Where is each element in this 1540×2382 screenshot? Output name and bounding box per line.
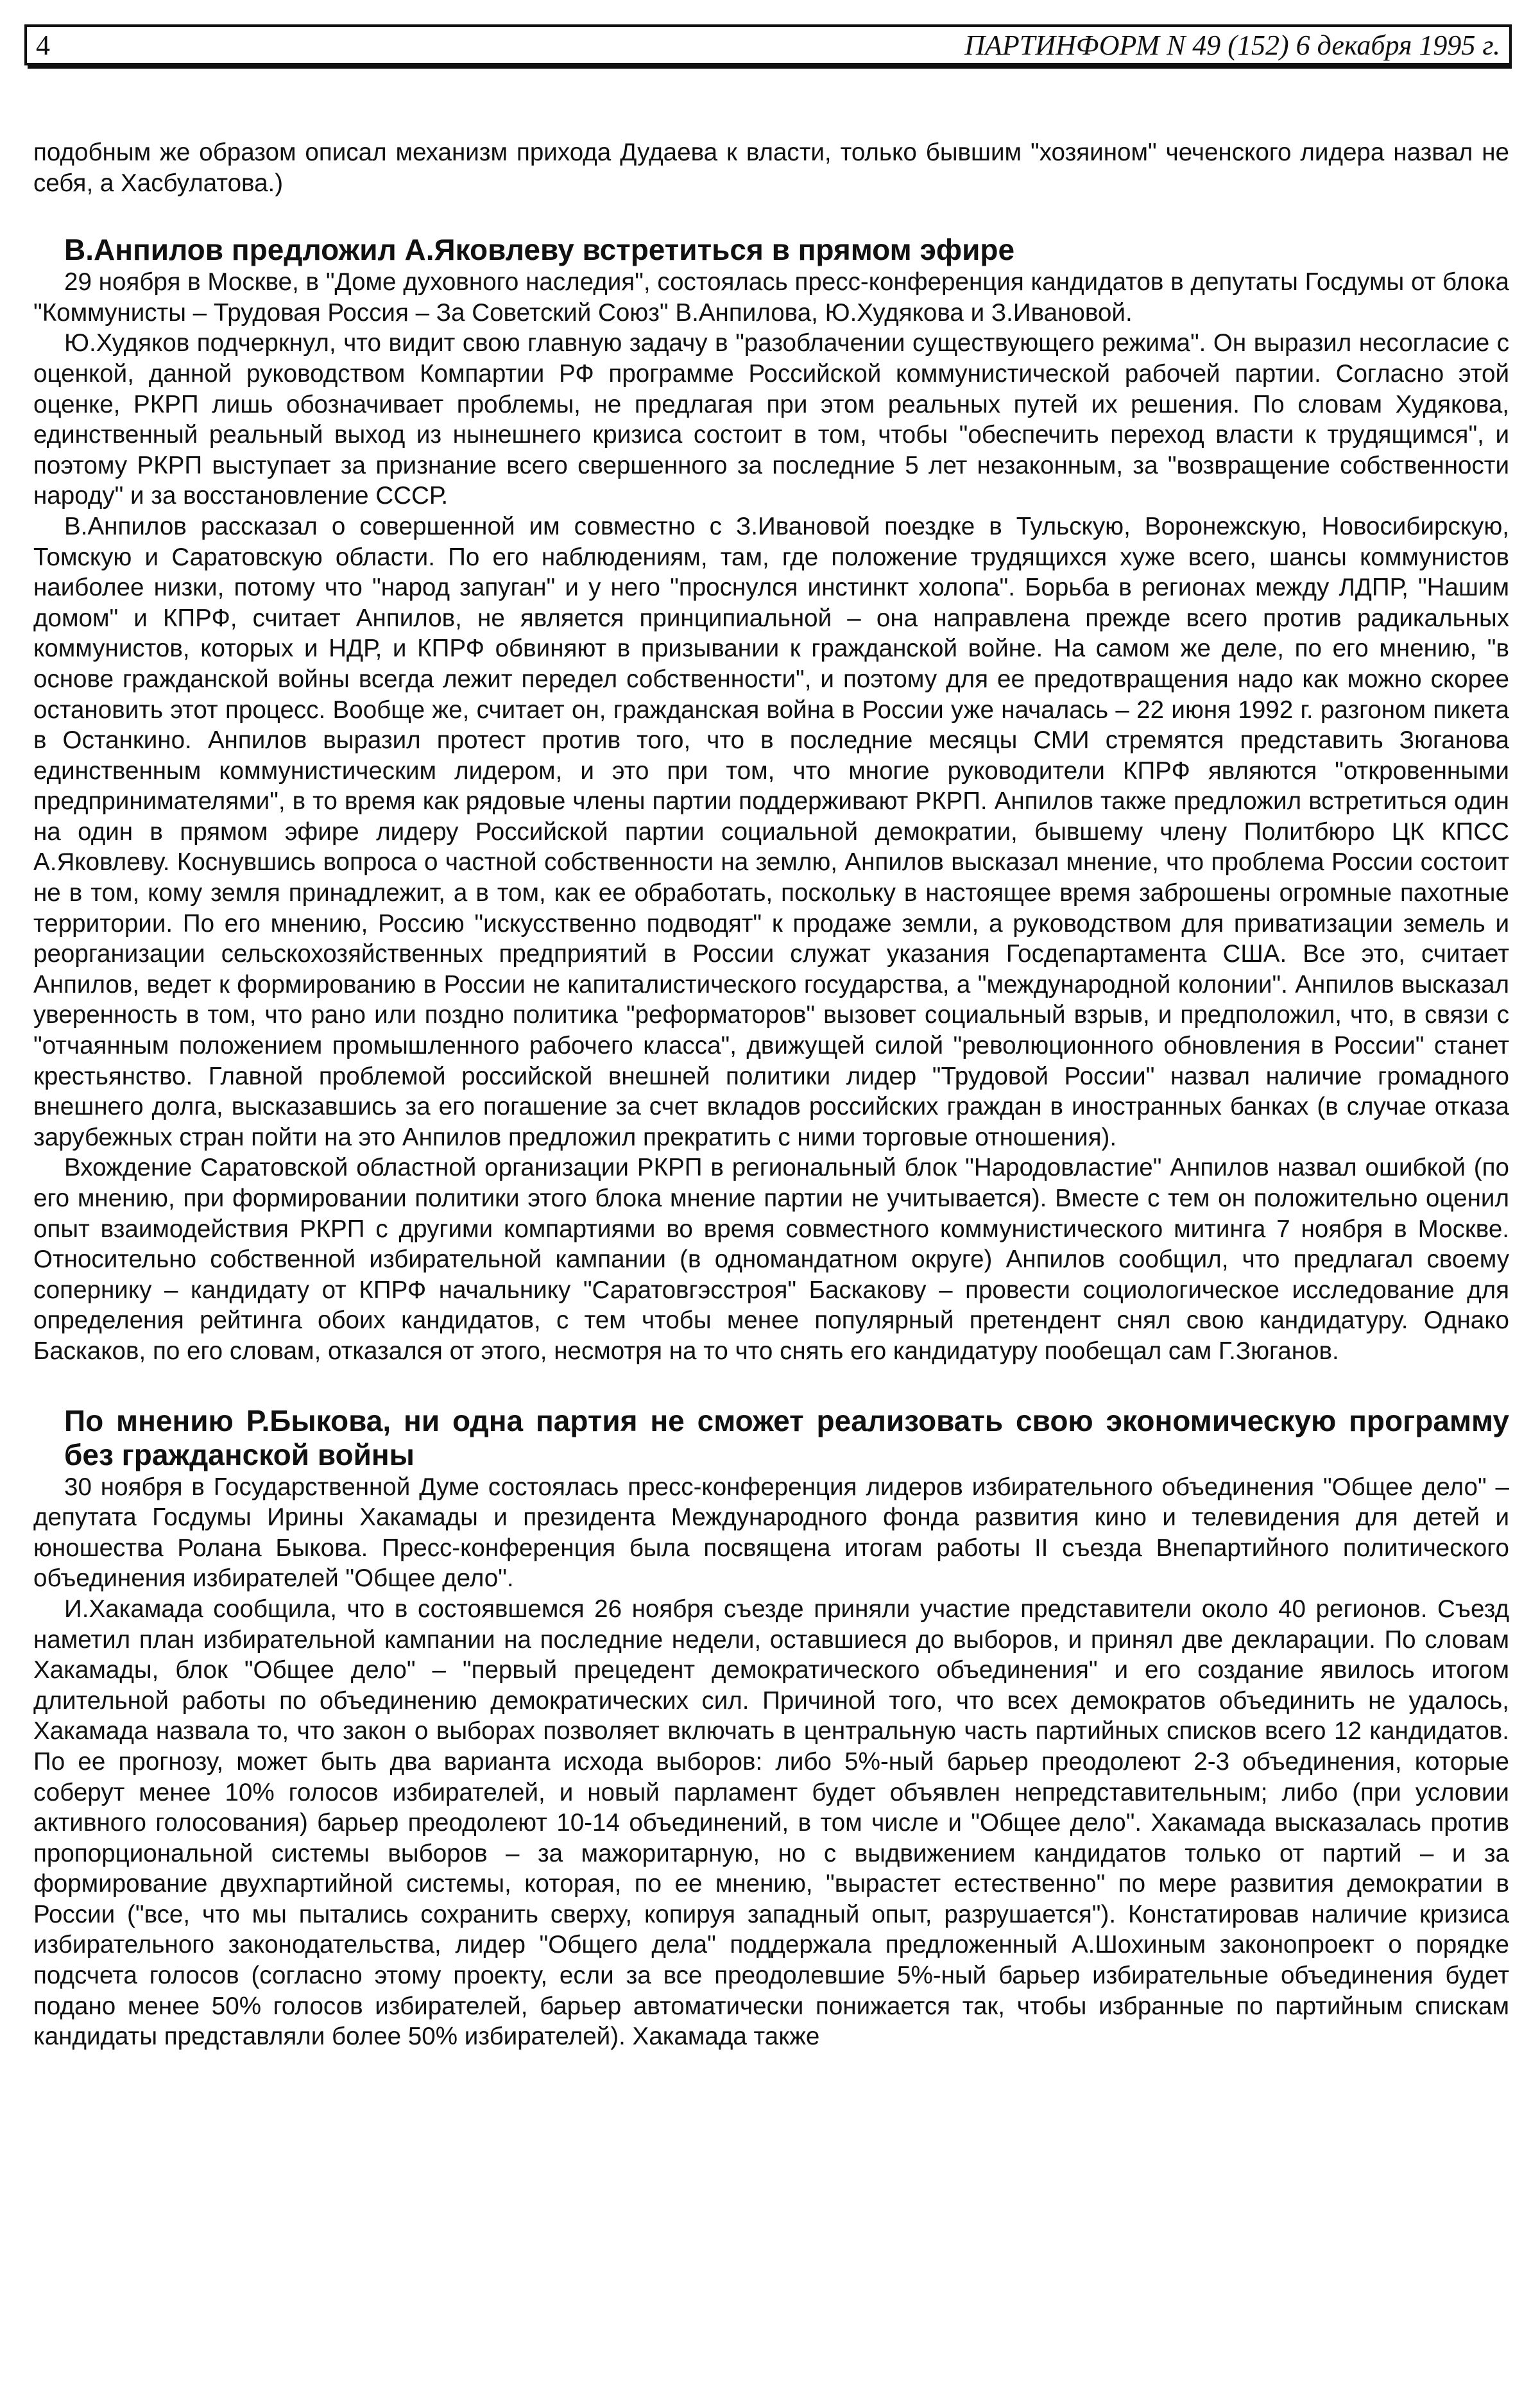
article-content bbox=[24, 137, 1512, 2052]
section-spacer bbox=[33, 198, 1509, 233]
issue-title: ПАРТИНФОРМ N 49 (152) 6 декабря 1995 г. bbox=[964, 29, 1500, 61]
intro-paragraph: подобным же образом описал механизм прихода Дудаева к власти, только бывшим "хозяином" чеченского лидера назвал не себя, а Хасбулатова.) bbox=[33, 139, 1509, 197]
newspaper-page bbox=[24, 24, 1512, 2360]
section-1-paragraph-2: Ю.Худяков подчеркнул, что видит свою главную задачу в "разоблачении существующего режима". Он выразил несогласие с оценкой, данной руководством Компартии РФ программе Российской коммунистической рабочей партии. Согласно этой оценке, РКРП лишь обозначивает проблемы, не предлагая при этом реальных путей их решения. По словам Худякова, единственный реальный выход из нынешнего кризиса состоит в том, чтобы "обеспечить переход власти к трудящимся", и поэтому РКРП выступает за признание всего свершенного за последние 5 лет незаконным, за "возвращение собственности народу" и за восстановление СССР. bbox=[33, 329, 1509, 510]
section-1-title: В.Анпилов предложил А.Яковлеву встретиться в прямом эфире bbox=[64, 233, 1015, 267]
section-spacer bbox=[33, 1367, 1509, 1404]
section-2-title: По мнению Р.Быкова, ни одна партия не сможет реализовать свою экономическую программу без гражданской войны bbox=[64, 1403, 1509, 1471]
page-number: 4 bbox=[36, 29, 50, 61]
section-2-paragraph-1: 30 ноября в Государственной Думе состоялась пресс-конференция лидеров избирательного объединения "Общее дело" – депутата Госдумы Ирины Хакамады и президента Международного фонда развития кино и телевидения для детей и юношества Ролана Быкова. Пресс-конференция была посвящена итогам работы II съезда Внепартийного политического объединения избирателей "Общее дело". bbox=[33, 1473, 1509, 1593]
section-1-paragraph-1: 29 ноября в Москве, в "Доме духовного наследия", состоялась пресс-конференция кандидатов в депутаты Госдумы от блока "Коммунисты – Трудовая Россия – За Советский Союз" В.Анпилова, Ю.Худякова и З.Ивановой. bbox=[33, 268, 1509, 327]
section-2-paragraph-2: И.Хакамада сообщила, что в состоявшемся 26 ноября съезде приняли участие представители около 40 регионов. Съезд наметил план избирательной кампании на последние недели, оставшиеся до выборов, и принял две декларации. По словам Хакамады, блок "Общее дело" – "первый прецедент демократического объединения" и его создание явилось итогом длительной работы по объединению демократических сил. Причиной того, что всех демократов объединить не удалось, Хакамада назвала то, что закон о выборах позволяет включать в центральную часть партийных списков всего 12 кандидатов. По ее прогнозу, может быть два варианта исхода выборов: либо 5%-ный барьер преодолеют 2-3 объединения, которые соберут менее 10% голосов избирателей, и новый парламент будет объявлен непредставительным; либо (при условии активного голосования) барьер преодолеют 10-14 объединений, в том числе и "Общее дело". Хакамада высказалась против пропорциональной системы выборов – за мажоритарную, но с выдвижением кандидатов только от партий – и за формирование двухпартийной системы, которая, по ее мнению, "вырастет естественно" по мере развития демократии в России ("все, что мы пытались сохранить сверху, копируя западный опыт, разрушается"). Констатировав наличие кризиса избирательного законодательства, лидер "Общего дела" поддержала предложенный А.Шохиным законопроект о порядке подсчета голосов (согласно этому проекту, если за все преодолевшие 5%-ный барьер избирательные объединения будет подано менее 50% голосов избирателей, барьер автоматически понижается так, чтобы избранные по партийным спискам кандидаты представляли более 50% избирателей). Хакамада также bbox=[33, 1595, 1509, 2051]
section-1-paragraph-3: В.Анпилов рассказал о совершенной им совместно с З.Ивановой поездке в Тульскую, Воронежскую, Новосибирскую, Томскую и Саратовскую области. По его наблюдениям, там, где положение трудящихся хуже всего, шансы коммунистов наиболее низки, потому что "народ запуган" и у него "проснулся инстинкт холопа". Борьба в регионах между ЛДПР, "Нашим домом" и КПРФ, считает Анпилов, не является принципиальной – она направлена прежде всего против радикальных коммунистов, которых и НДР, и КПРФ обвиняют в призывании к гражданской войне. На самом же деле, по его мнению, "в основе гражданской войны всегда лежит передел собственности", и поэтому для ее предотвращения надо как можно скорее остановить этот процесс. Вообще же, считает он, гражданская война в России уже началась – 22 июня 1992 г. разгоном пикета в Останкино. Анпилов выразил протест против того, что в последние месяцы СМИ стремятся представить Зюганова единственным коммунистическим лидером, и это при том, что многие руководители КПРФ являются "откровенными предпринимателями", в то время как рядовые члены партии поддерживают РКРП. Анпилов также предложил встретиться один на один в прямом эфире лидеру Российской партии социальной демократии, бывшему члену Политбюро ЦК КПСС А.Яковлеву. Коснувшись вопроса о частной собственности на землю, Анпилов высказал мнение, что проблема России состоит не в том, кому земля принадлежит, а в том, как ее обработать, поскольку в настоящее время заброшены огромные пахотные территории. По его мнению, Россию "искусственно подводят" к продаже земли, а руководством для приватизации земель и реорганизации сельскохозяйственных предприятий в России служат указания Госдепартамента США. Все это, считает Анпилов, ведет к формированию в России не капиталистического государства, а "международной колонии". Анпилов высказал уверенность в том, что рано или поздно политика "реформаторов" вызовет социальный взрыв, и предположил, что, в связи с "отчаянным положением промышленного рабочего класса", движущей силой "революционного обновления в России" станет крестьянство. Главной проблемой российской внешней политики лидер "Трудовой России" назвал наличие громадного внешнего долга, высказавшись за его погашение за счет вкладов российских граждан в иностранных банках (в случае отказа зарубежных стран пойти на это Анпилов предложил прекратить с ними торговые отношения). bbox=[33, 512, 1509, 1151]
page-header bbox=[24, 24, 1512, 65]
section-1-paragraph-4: Вхождение Саратовской областной организации РКРП в региональный блок "Народовластие" Анпилов назвал ошибкой (по его мнению, при формировании политики этого блока мнение партии не учитывается). Вместе с тем он положительно оценил опыт взаимодействия РКРП с другими компартиями во время совместного коммунистического митинга 7 ноября в Москве. Относительно собственной избирательной кампании (в одномандатном округе) Анпилов сообщил, что предлагал своему сопернику – кандидату от КПРФ начальнику "Саратовгэсстроя" Баскакову – провести социологическое исследование для определения рейтинга обоих кандидатов, с тем чтобы менее популярный претендент снял свою кандидатуру. Однако Баскаков, по его словам, отказался от этого, несмотря на то что снять его кандидатуру пообещал сам Г.Зюганов. bbox=[33, 1154, 1509, 1365]
